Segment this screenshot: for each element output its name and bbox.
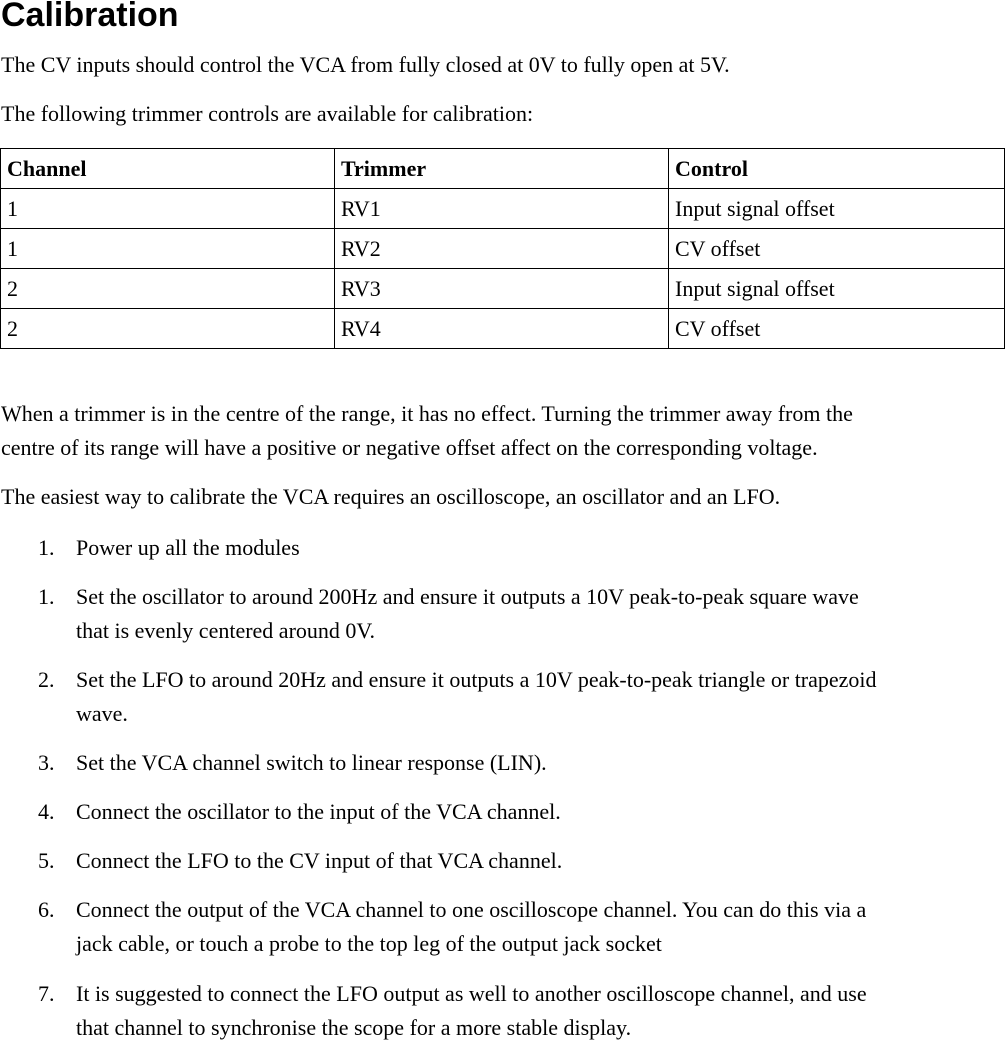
column-header-channel: Channel	[1, 149, 335, 189]
step-number: 1.	[38, 584, 55, 609]
trimmer-note-line-2: centre of its range will have a positive or negative offset affect on the corresponding voltage.	[1, 435, 818, 460]
step-number: 4.	[38, 799, 55, 824]
step-text-continued: wave.	[76, 701, 128, 726]
table-header-row	[1, 149, 1005, 189]
step-text: Connect the LFO to the CV input of that VCA channel.	[76, 848, 563, 873]
step-text: Connect the output of the VCA channel to one oscilloscope channel. You can do this via a	[76, 897, 867, 922]
trimmer-intro-paragraph: The following trimmer controls are available for calibration:	[1, 101, 534, 126]
trimmer-note-line-1: When a trimmer is in the centre of the range, it has no effect. Turning the trimmer away from the	[1, 401, 853, 426]
cell-trimmer: RV3	[335, 269, 669, 309]
step-number: 1.	[38, 535, 55, 560]
cell-control: CV offset	[669, 309, 1005, 349]
column-header-control: Control	[669, 149, 1005, 189]
cell-channel: 2	[1, 309, 335, 349]
cell-control: Input signal offset	[669, 269, 1005, 309]
cell-channel: 1	[1, 189, 335, 229]
step-text: It is suggested to connect the LFO output as well to another oscilloscope channel, and use	[76, 981, 867, 1006]
cell-trimmer: RV2	[335, 229, 669, 269]
step-text-continued: jack cable, or touch a probe to the top leg of the output jack socket	[76, 931, 662, 956]
cell-control: CV offset	[669, 229, 1005, 269]
step-text: Set the oscillator to around 200Hz and ensure it outputs a 10V peak-to-peak square wave	[76, 584, 859, 609]
cell-channel: 1	[1, 229, 335, 269]
cell-channel: 2	[1, 269, 335, 309]
step-text: Set the LFO to around 20Hz and ensure it outputs a 10V peak-to-peak triangle or trapezoid	[76, 667, 877, 692]
step-number: 3.	[38, 750, 55, 775]
step-number: 6.	[38, 897, 55, 922]
intro-paragraph: The CV inputs should control the VCA from fully closed at 0V to fully open at 5V.	[1, 52, 730, 77]
step-number: 5.	[38, 848, 55, 873]
cell-trimmer: RV1	[335, 189, 669, 229]
step-text: Set the VCA channel switch to linear response (LIN).	[76, 750, 547, 775]
table-row	[1, 309, 1005, 349]
cell-trimmer: RV4	[335, 309, 669, 349]
step-number: 2.	[38, 667, 55, 692]
scope-intro-paragraph: The easiest way to calibrate the VCA requires an oscilloscope, an oscillator and an LFO.	[1, 484, 781, 509]
step-text: Connect the oscillator to the input of the VCA channel.	[76, 799, 561, 824]
table-row	[1, 269, 1005, 309]
trimmer-table	[0, 148, 1005, 349]
table-row	[1, 189, 1005, 229]
step-text: Power up all the modules	[76, 535, 300, 560]
step-text-continued: that is evenly centered around 0V.	[76, 618, 375, 643]
step-text-continued: that channel to synchronise the scope for a more stable display.	[76, 1015, 632, 1040]
step-number: 7.	[38, 981, 55, 1006]
cell-control: Input signal offset	[669, 189, 1005, 229]
table-row	[1, 229, 1005, 269]
column-header-trimmer: Trimmer	[335, 149, 669, 189]
page-title: Calibration	[1, 0, 179, 34]
